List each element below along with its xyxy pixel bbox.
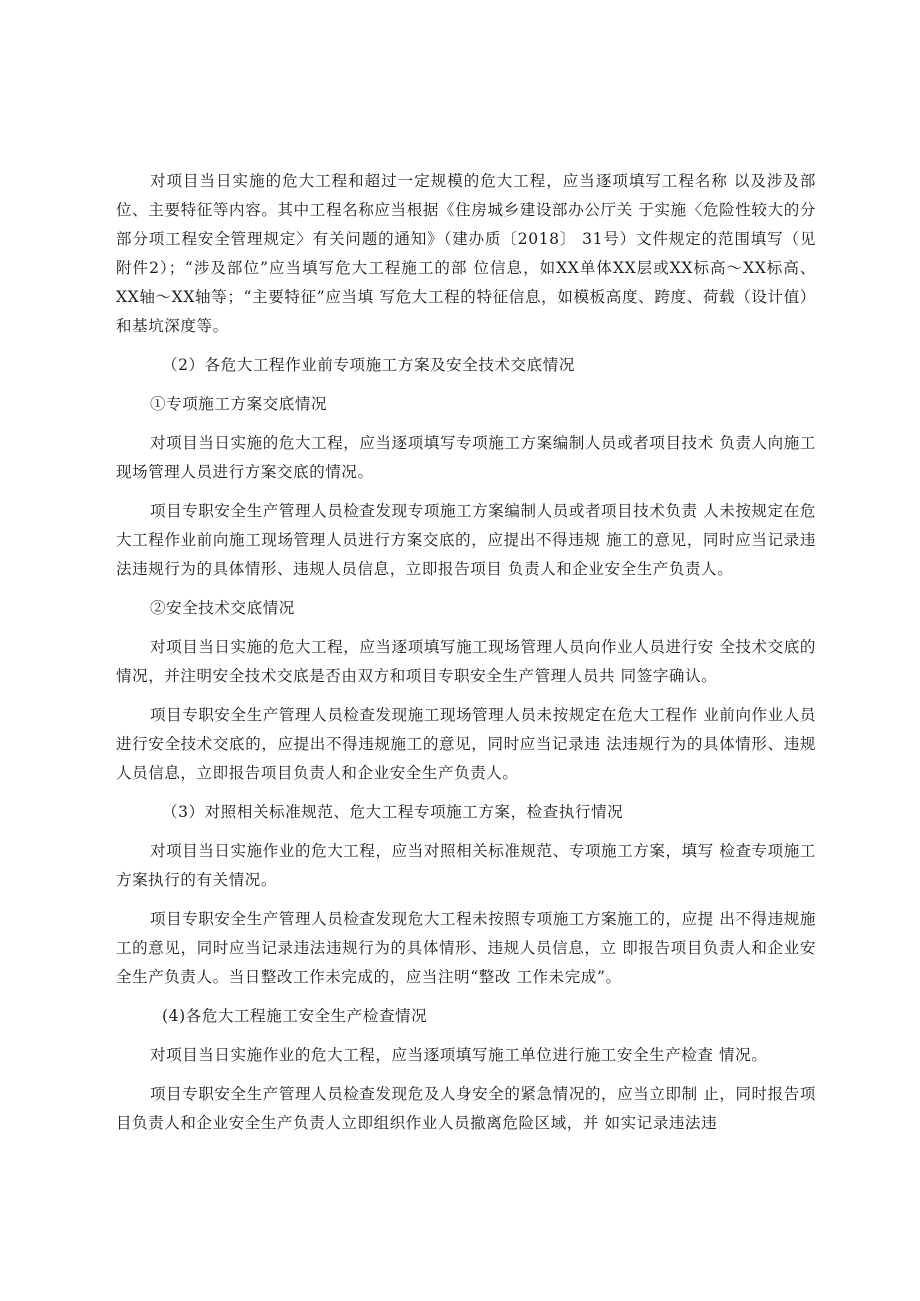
paragraph-project-items: 对项目当日实施的危大工程和超过一定规模的危大工程，应当逐项填写工程名称 以及涉及部位、主要特征等内容。其中工程名称应当根据《住房城乡建设部办公厅关 于实施〈危险性较大的分部分项工程安全管理规定〉有关问题的通知》（建办质〔2018〕 31号）文件规定的范围填写（见附件2）；“涉及部位”应当填写危大工程施工的部 位信息，如XX单体XX层或XX标高～XX标高、XX轴～XX轴等；“主要特征”应当填 写危大工程的特征信息，如模板高度、跨度、荷载（设计值）和基坑深度等。 bbox=[116, 172, 816, 335]
paragraph-plan-execution-violation: 项目专职安全生产管理人员检查发现危大工程未按照专项施工方案施工的，应提 出不得违规施工的意见，同时应当记录违法违规行为的具体情形、违规人员信息，立 即报告项目负责人和企业安全生产负责人。当日整改工作未完成的，应当注明“整改 工作未完成”。 bbox=[116, 910, 816, 986]
paragraph-plan-briefing: 对项目当日实施的危大工程，应当逐项填写专项施工方案编制人员或者项目技术 负责人向施工现场管理人员进行方案交底的情况。 bbox=[116, 434, 816, 481]
section-heading-2: （2）各危大工程作业前专项施工方案及安全技术交底情况 bbox=[162, 356, 575, 374]
section-heading-4: (4)各危大工程施工安全生产检查情况 bbox=[162, 1007, 428, 1025]
paragraph-plan-briefing-violation: 项目专职安全生产管理人员检查发现专项施工方案编制人员或者项目技术负责 人未按规定在危大工程作业前向施工现场管理人员进行方案交底的，应提出不得违规 施工的意见，同时应当记录违法违规行为的具体情形、违规人员信息，立即报告项目 负责人和企业安全生产负责人。 bbox=[116, 502, 816, 578]
paragraph-safety-briefing: 对项目当日实施的危大工程，应当逐项填写施工现场管理人员向作业人员进行安 全技术交底的情况，并注明安全技术交底是否由双方和项目专职安全生产管理人员共 同签字确认。 bbox=[116, 638, 816, 685]
paragraph-emergency-handling: 项目专职安全生产管理人员检查发现危及人身安全的紧急情况的，应当立即制 止，同时报告项目负责人和企业安全生产负责人立即组织作业人员撤离危险区域，并 如实记录违法违 bbox=[116, 1085, 816, 1132]
paragraph-safety-inspection: 对项目当日实施作业的危大工程，应当逐项填写施工单位进行施工安全生产检查 情况。 bbox=[150, 1046, 768, 1064]
subsection-heading-plan-briefing: ①专项施工方案交底情况 bbox=[150, 395, 328, 413]
subsection-heading-safety-briefing: ②安全技术交底情况 bbox=[150, 599, 295, 617]
section-heading-3: （3）对照相关标准规范、危大工程专项施工方案，检查执行情况 bbox=[162, 803, 624, 821]
document-body bbox=[116, 167, 816, 1138]
paragraph-plan-execution: 对项目当日实施作业的危大工程，应当对照相关标准规范、专项施工方案，填写 检查专项施工方案执行的有关情况。 bbox=[116, 842, 816, 889]
paragraph-safety-briefing-violation: 项目专职安全生产管理人员检查发现施工现场管理人员未按规定在危大工程作 业前向作业人员进行安全技术交底的，应提出不得违规施工的意见，同时应当记录违 法违规行为的具体情形、违规人员信息，立即报告项目负责人和企业安全生产负责人。 bbox=[116, 706, 816, 782]
